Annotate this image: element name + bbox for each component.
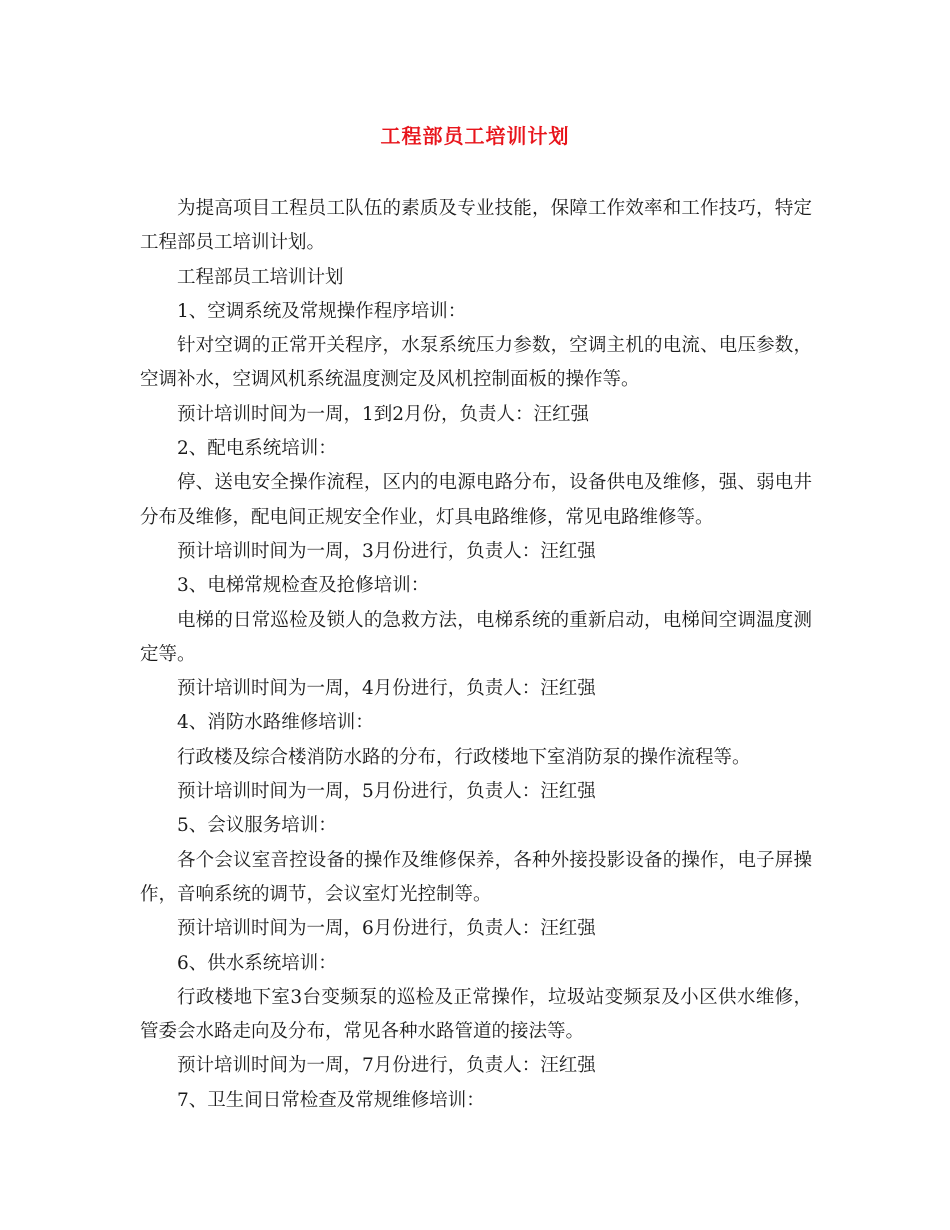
section-heading-6: 6、供水系统培训： (177, 952, 337, 974)
section-content-4: 行政楼及综合楼消防水路的分布，行政楼地下室消防泵的操作流程等。 (177, 746, 751, 768)
section-content-1: 针对空调的正常开关程序，水泵系统压力参数，空调主机的电流、电压参数，空调补水，空调风机系统温度测定及风机控制面板的操作等。 (140, 335, 812, 391)
section-content-6: 行政楼地下室3台变频泵的巡检及正常操作，垃圾站变频泵及小区供水维修，管委会水路走向及分布，常见各种水路管道的接法等。 (140, 986, 812, 1043)
section-content-2: 停、送电安全操作流程，区内的电源电路分布，设备供电及维修，强、弱电井分布及维修，配电间正规安全作业，灯具电路维修，常见电路维修等。 (140, 472, 812, 528)
section-content-3: 电梯的日常巡检及锁人的急救方法，电梯系统的重新启动，电梯间空调温度测定等。 (140, 609, 812, 665)
section-schedule-3: 预计培训时间为一周，4月份进行，负责人：汪红强 (177, 678, 596, 700)
section-content-5: 各个会议室音控设备的操作及维修保养，各种外接投影设备的操作，电子屏操作，音响系统的调节，会议室灯光控制等。 (140, 849, 812, 905)
document-body (140, 192, 812, 1118)
section-schedule-5: 预计培训时间为一周，6月份进行，负责人：汪红强 (177, 918, 596, 940)
section-schedule-2: 预计培训时间为一周，3月份进行，负责人：汪红强 (177, 540, 596, 562)
section-heading-5: 5、会议服务培训： (177, 815, 337, 837)
section-schedule-4: 预计培训时间为一周，5月份进行，负责人：汪红强 (177, 781, 596, 803)
section-heading-3: 3、电梯常规检查及抢修培训： (177, 575, 430, 597)
section-schedule-6: 预计培训时间为一周，7月份进行，负责人：汪红强 (177, 1055, 596, 1077)
paragraph-intro: 为提高项目工程员工队伍的素质及专业技能，保障工作效率和工作技巧，特定工程部员工培训计划。 (140, 198, 812, 254)
document-title: 工程部员工培训计划 (380, 124, 570, 148)
section-heading-7: 7、卫生间日常检查及常规维修培训： (177, 1089, 485, 1111)
section-schedule-1: 预计培训时间为一周，1到2月份，负责人：汪红强 (177, 403, 590, 425)
section-heading-1: 1、空调系统及常规操作程序培训： (177, 300, 467, 322)
section-heading-4: 4、消防水路维修培训： (177, 712, 374, 734)
paragraph-plan-heading: 工程部员工培训计划 (177, 266, 344, 288)
section-heading-2: 2、配电系统培训： (177, 438, 337, 460)
